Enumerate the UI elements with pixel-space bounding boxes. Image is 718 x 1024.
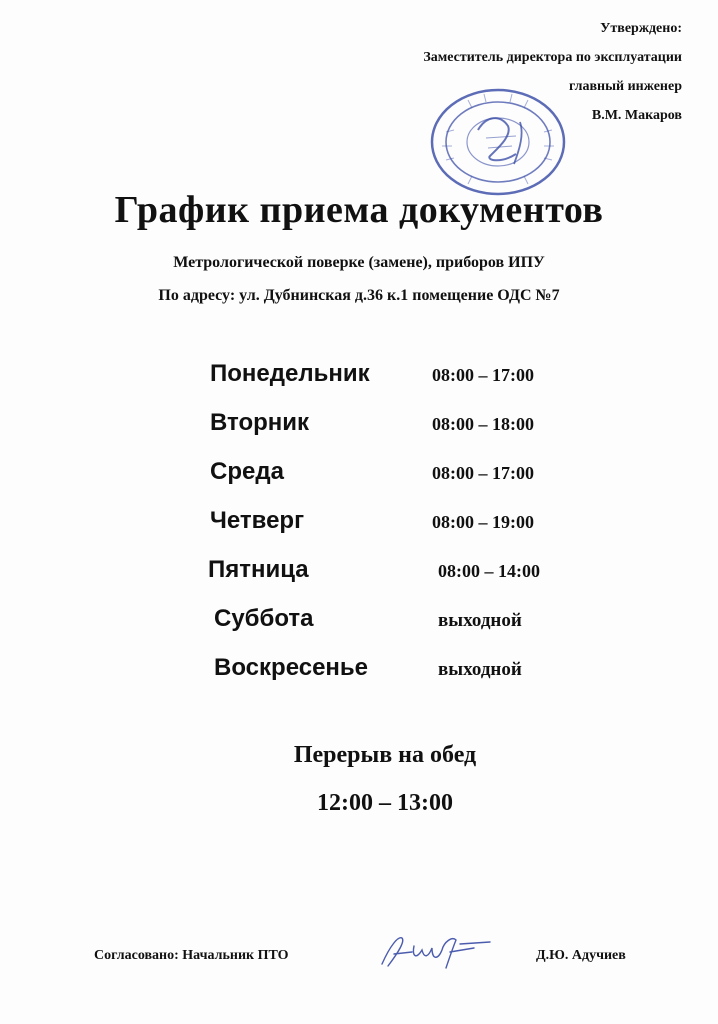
- hours-value: 08:00 – 18:00: [432, 414, 534, 434]
- agreed-by-label: Согласовано: Начальник ПТО: [94, 948, 289, 963]
- document-title: График приема документов: [114, 189, 604, 231]
- schedule-row: [210, 360, 590, 409]
- hours-value: выходной: [438, 659, 522, 680]
- weekday-label: Среда: [210, 458, 284, 485]
- weekday-label: Воскресенье: [214, 654, 369, 681]
- schedule-row: [210, 458, 590, 507]
- hours-value: 08:00 – 14:00: [438, 561, 540, 581]
- weekday-label: Пятница: [208, 556, 309, 583]
- lunch-break-label: Перерыв на обед: [293, 742, 477, 768]
- document-subtitle-address: По адресу: ул. Дубнинская д.36 к.1 помещение ОДС №7: [158, 287, 560, 304]
- hours-value: 08:00 – 17:00: [432, 463, 534, 483]
- schedule-row: [210, 605, 590, 654]
- footer-signatures: [0, 948, 718, 972]
- hours-value: 08:00 – 17:00: [432, 365, 534, 385]
- weekday-label: Суббота: [214, 605, 314, 632]
- schedule-row: [210, 507, 590, 556]
- weekday-label: Четверг: [210, 507, 305, 534]
- schedule-row: [210, 654, 590, 703]
- schedule-table: [210, 360, 590, 703]
- approval-heading: Утверждено:: [600, 21, 682, 36]
- agreed-by-name: Д.Ю. Адучиев: [536, 948, 626, 963]
- approval-role: главный инженер: [568, 79, 682, 94]
- approval-signatory: В.М. Макаров: [591, 108, 682, 123]
- hours-value: выходной: [438, 610, 522, 631]
- hours-value: 08:00 – 19:00: [432, 512, 534, 532]
- lunch-break-time: 12:00 – 13:00: [317, 790, 453, 816]
- document-subtitle-purpose: Метрологической поверке (замене), приборов ИПУ: [173, 254, 545, 271]
- schedule-row: [210, 409, 590, 458]
- round-stamp-image: [428, 86, 568, 198]
- schedule-row: [210, 556, 590, 605]
- weekday-label: Вторник: [210, 409, 310, 436]
- approval-position: Заместитель директора по эксплуатации: [423, 50, 682, 65]
- weekday-label: Понедельник: [210, 360, 370, 387]
